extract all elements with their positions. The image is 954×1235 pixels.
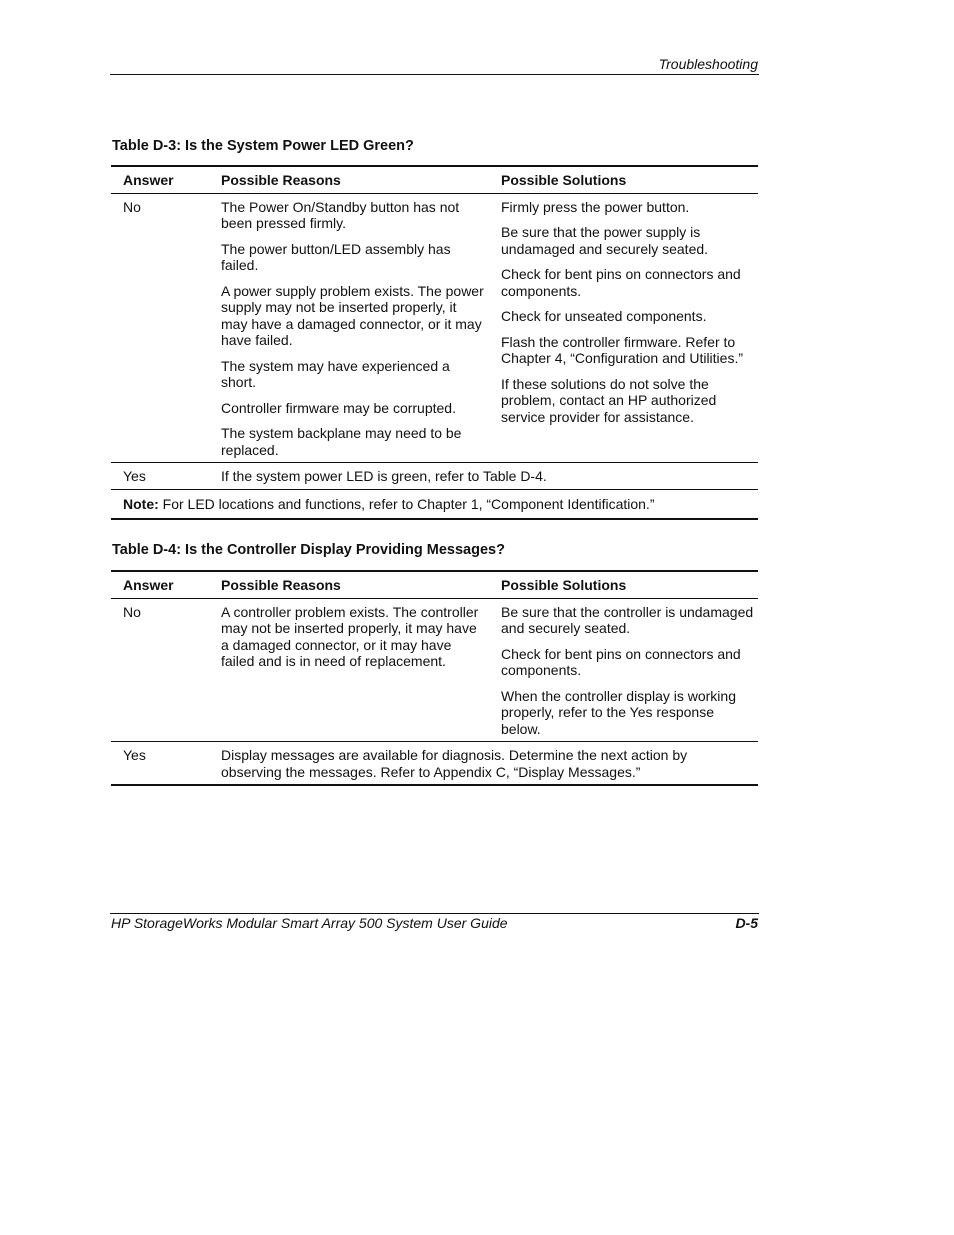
solution-item: Check for bent pins on connectors and components. [501,645,741,678]
solution-item: Flash the controller firmware. Refer to Chapter 4, “Configuration and Utilities.” [501,333,744,366]
guide-title: HP StorageWorks Modular Smart Array 500 System User Guide [111,915,508,931]
table-row-no [111,598,758,742]
reason-item: A power supply problem exists. The power supply may not be inserted properly, it may have a damaged connector, or it may have failed. [221,282,484,348]
answer-cell: Yes [123,747,146,763]
reasons-cell [209,193,489,463]
reason-item: A controller problem exists. The controller may not be inserted properly, it may have a damaged connector, or it may have failed and is in need of replacement. [221,603,479,669]
table-note-row [111,489,758,519]
column-header-reasons: Possible Reasons [221,577,341,593]
solution-item: If these solutions do not solve the problem, contact an HP authorized service provider for assistance. [501,375,717,425]
table-header-row [111,571,758,598]
answer-cell: No [123,198,141,215]
answer-cell: No [123,603,141,620]
column-header-solutions: Possible Solutions [501,577,627,593]
table-header-row [111,166,758,193]
solution-item: Check for unseated components. [501,308,707,324]
column-header-answer: Answer [123,172,174,188]
reason-item: The system may have experienced a short. [221,357,450,390]
column-header-reasons: Possible Reasons [221,172,341,188]
footer-divider [110,913,759,914]
reason-item: The Power On/Standby button has not been pressed firmly. [221,198,460,231]
answer-cell: Yes [123,468,146,484]
running-header: Troubleshooting [658,56,758,72]
reason-item: The system backplane may need to be replaced. [221,425,462,458]
table-d3 [111,165,758,520]
yes-text-cell: Display messages are available for diagnosis. Determine the next action by observing the messages. Refer to Appendix C, “Display Messages.” [221,747,688,780]
header-divider [110,74,759,75]
note-label: Note: [123,495,159,512]
table-row-no [111,193,758,463]
table-row-yes [111,742,758,786]
page-number: D-5 [735,915,758,931]
solutions-cell [489,193,758,463]
reason-item: Controller firmware may be corrupted. [221,399,456,416]
reason-item: The power button/LED assembly has failed. [221,240,451,273]
solution-item: Check for bent pins on connectors and components. [501,266,741,299]
table-d4 [111,570,758,786]
note-text: For LED locations and functions, refer to Chapter 1, “Component Identification.” [158,495,655,512]
solution-item: Firmly press the power button. [501,198,690,215]
note-cell [111,489,758,519]
table-d3-title: Table D-3: Is the System Power LED Green? [112,138,414,154]
solution-item: When the controller display is working properly, refer to the Yes response below. [501,687,736,737]
column-header-answer: Answer [123,577,174,593]
solutions-cell [489,598,758,742]
column-header-solutions: Possible Solutions [501,172,627,188]
table-d4-title: Table D-4: Is the Controller Display Providing Messages? [112,542,505,558]
yes-text-cell: If the system power LED is green, refer to Table D-4. [221,468,547,484]
table-row-yes [111,463,758,490]
solution-item: Be sure that the power supply is undamaged and securely seated. [501,224,709,257]
reasons-cell [209,598,489,742]
solution-item: Be sure that the controller is undamaged and securely seated. [501,603,754,636]
